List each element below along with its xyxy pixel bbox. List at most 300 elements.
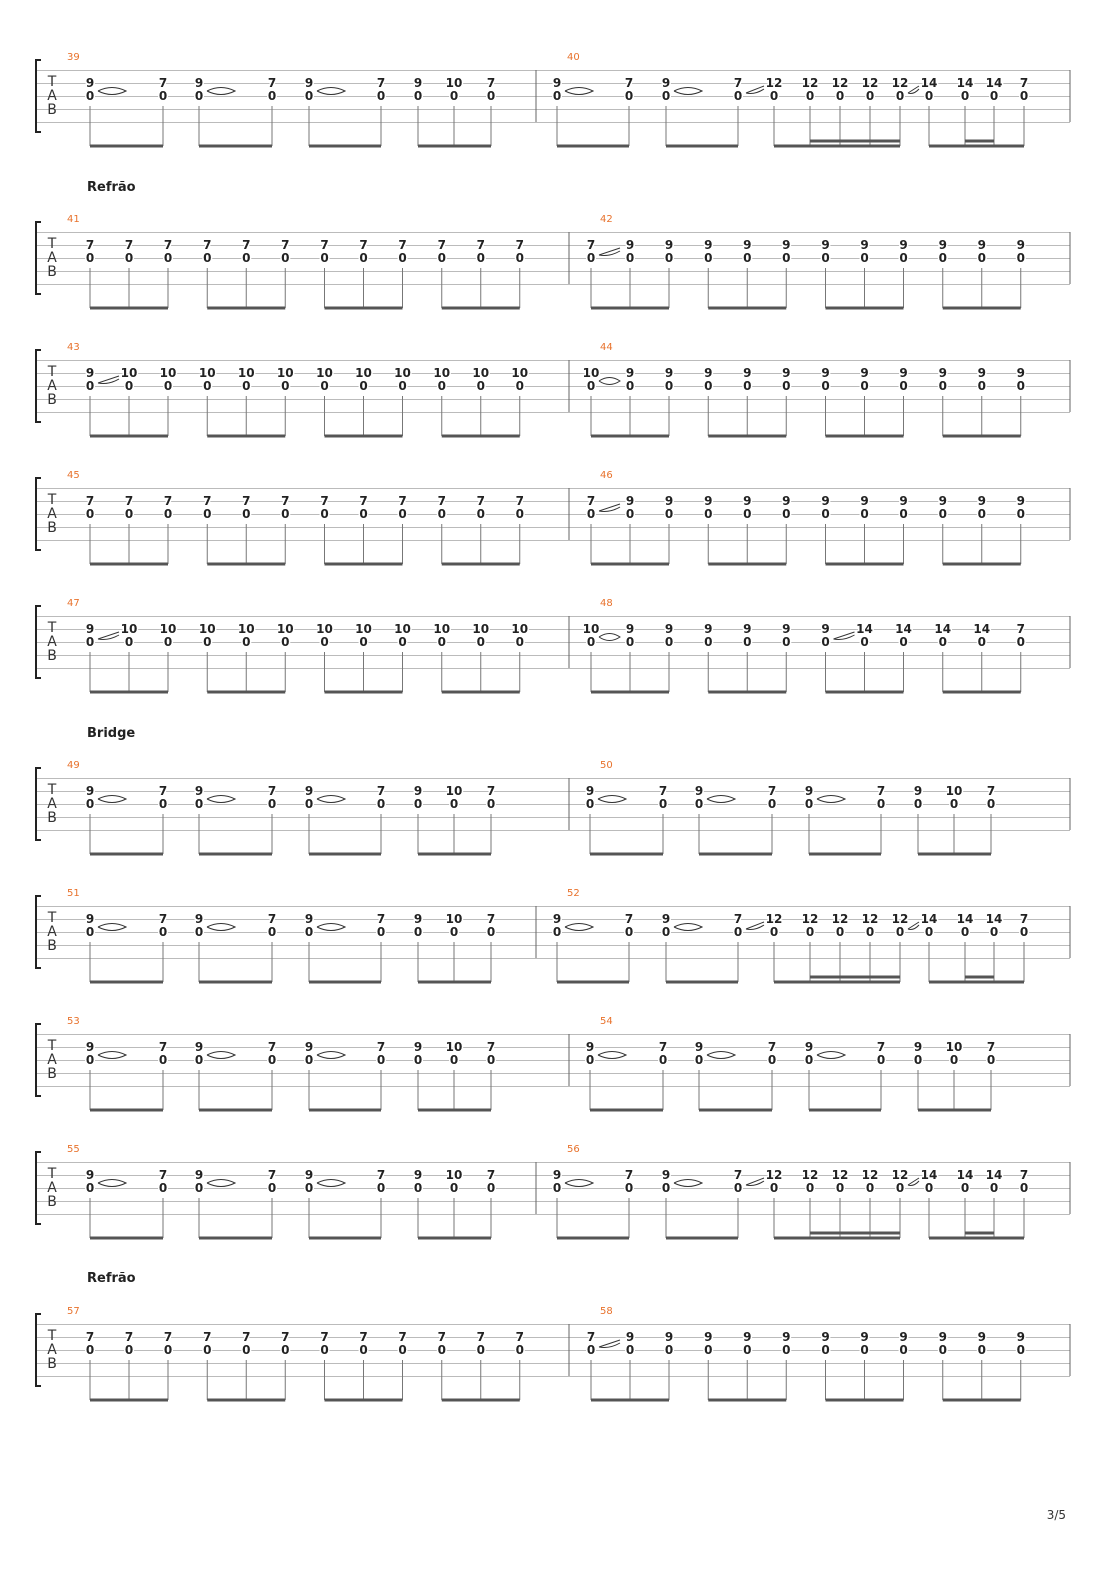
fret-number: 0 [476,507,485,521]
fret-number: 0 [924,1181,934,1195]
fret-number: 0 [924,925,934,939]
fret-number: 0 [163,1343,173,1357]
fret-number: 7 [124,494,134,508]
fret-number: 7 [476,238,485,252]
fret-number: 7 [267,1040,277,1054]
fret-number: 0 [281,1343,290,1357]
fret-number: 9 [694,784,704,798]
fret-number: 10 [472,366,490,380]
fret-number: 9 [85,76,95,90]
fret-number: 7 [486,1168,496,1182]
fret-number: 7 [733,912,743,926]
fret-number: 0 [733,89,743,103]
fret-number: 0 [804,797,814,811]
fret-number: 0 [769,1181,779,1195]
fret-number: 0 [85,379,95,393]
slide-mark [674,1180,702,1187]
page-number: 3/5 [1046,1508,1066,1522]
slide-mark [207,1180,235,1187]
fret-number: 0 [733,925,743,939]
fret-number: 0 [1016,635,1025,649]
fret-number: 0 [85,635,95,649]
fret-number: 7 [376,1168,386,1182]
tab-clef-letter: A [47,506,57,522]
fret-number: 14 [920,76,938,90]
fret-number: 0 [242,507,251,521]
fret-number: 0 [895,925,905,939]
fret-number: 9 [694,1040,704,1054]
fret-number: 0 [449,925,459,939]
slide-mark [98,376,119,384]
fret-number: 14 [895,622,912,636]
fret-number: 0 [398,251,407,265]
fret-number: 0 [586,635,596,649]
fret-number: 7 [267,1168,277,1182]
slide-mark [317,88,345,95]
tab-system [36,606,1070,692]
fret-number: 7 [624,912,634,926]
fret-number: 0 [743,1343,752,1357]
fret-number: 10 [445,1168,463,1182]
fret-number: 7 [320,238,329,252]
fret-number: 9 [913,784,923,798]
fret-number: 0 [704,1343,713,1357]
fret-number: 9 [782,622,791,636]
fret-number: 9 [938,238,947,252]
fret-number: 9 [304,1168,314,1182]
fret-number: 0 [664,379,674,393]
fret-number: 0 [805,89,815,103]
fret-number: 0 [203,507,212,521]
fret-number: 9 [821,494,830,508]
fret-number: 0 [899,251,908,265]
fret-number: 0 [782,251,791,265]
fret-number: 7 [767,1040,777,1054]
fret-number: 0 [203,1343,212,1357]
fret-number: 0 [661,925,671,939]
fret-number: 9 [552,912,562,926]
fret-number: 7 [658,1040,668,1054]
fret-number: 9 [782,238,791,252]
fret-number: 0 [658,797,668,811]
section-label: Bridge [87,726,136,741]
fret-number: 0 [743,507,752,521]
fret-number: 0 [194,89,204,103]
measure-number: 57 [67,1306,80,1317]
fret-number: 7 [986,784,996,798]
fret-number: 0 [913,1053,923,1067]
fret-number: 0 [552,925,562,939]
fret-number: 0 [85,797,95,811]
fret-number: 7 [1019,912,1029,926]
fret-number: 7 [281,494,290,508]
fret-number: 0 [743,251,752,265]
measure-number: 54 [600,1016,613,1027]
fret-number: 0 [821,1343,830,1357]
fret-number: 9 [821,622,830,636]
fret-number: 0 [989,89,999,103]
tab-clef-letter: B [47,1194,57,1210]
slide-mark [98,88,126,95]
section-label: Refrão [87,180,136,195]
measure-number: 58 [600,1306,613,1317]
fret-number: 7 [586,494,596,508]
fret-number: 7 [85,1330,95,1344]
fret-number: 0 [376,797,386,811]
fret-number: 12 [861,912,879,926]
slide-mark [207,1052,235,1059]
fret-number: 0 [552,89,562,103]
slide-mark [565,1180,593,1187]
fret-number: 0 [694,797,704,811]
fret-number: 9 [782,494,791,508]
fret-number: 9 [704,494,713,508]
fret-number: 7 [158,1168,168,1182]
fret-number: 7 [320,494,329,508]
fret-number: 9 [625,1330,635,1344]
fret-number: 9 [743,494,752,508]
fret-number: 0 [895,89,905,103]
fret-number: 10 [433,366,451,380]
fret-number: 10 [237,366,255,380]
fret-number: 9 [977,366,986,380]
fret-number: 0 [805,1181,815,1195]
slide-mark [599,378,620,385]
fret-number: 0 [704,251,713,265]
fret-number: 14 [985,1168,1003,1182]
fret-number: 0 [376,89,386,103]
fret-number: 0 [124,251,134,265]
tab-system [36,478,1070,564]
fret-number: 9 [194,784,204,798]
fret-number: 0 [158,925,168,939]
fret-number: 0 [242,635,251,649]
measure-number: 56 [567,1144,580,1155]
fret-number: 9 [413,784,423,798]
fret-number: 0 [989,1181,999,1195]
fret-number: 10 [120,366,138,380]
fret-number: 0 [624,89,634,103]
fret-number: 10 [945,784,963,798]
fret-number: 7 [515,494,524,508]
fret-number: 0 [413,1181,423,1195]
fret-number: 0 [449,89,459,103]
fret-number: 9 [85,366,95,380]
fret-number: 0 [158,1053,168,1067]
fret-number: 7 [320,1330,329,1344]
fret-number: 0 [1019,1181,1029,1195]
fret-number: 0 [805,925,815,939]
fret-number: 10 [582,622,600,636]
fret-number: 7 [203,494,212,508]
fret-number: 0 [865,89,875,103]
fret-number: 7 [733,76,743,90]
tab-clef-letter: T [47,1166,57,1182]
fret-number: 7 [658,784,668,798]
fret-number: 7 [486,1040,496,1054]
fret-number: 10 [159,366,177,380]
tab-clef-letter: T [47,1328,57,1344]
measure-number: 47 [67,598,80,609]
fret-number: 7 [1019,1168,1029,1182]
fret-number: 0 [515,635,524,649]
fret-number: 0 [359,507,368,521]
fret-number: 9 [743,622,752,636]
fret-number: 0 [804,1053,814,1067]
fret-number: 10 [445,1040,463,1054]
section-label: Refrão [87,1271,136,1286]
fret-number: 9 [85,1040,95,1054]
fret-number: 0 [1019,925,1029,939]
fret-number: 9 [977,238,986,252]
measure-number: 45 [67,470,80,481]
fret-number: 0 [860,1343,869,1357]
fret-number: 9 [552,1168,562,1182]
fret-number: 10 [355,622,372,636]
fret-number: 9 [1016,494,1025,508]
fret-number: 9 [899,366,908,380]
fret-number: 0 [767,1053,777,1067]
fret-number: 10 [433,622,451,636]
fret-number: 9 [860,494,869,508]
tab-clef-letter: A [47,88,57,104]
fret-number: 12 [861,1168,879,1182]
tab-clef-letter: A [47,1342,57,1358]
fret-number: 7 [124,238,134,252]
fret-number: 9 [664,366,674,380]
slide-mark [599,504,620,512]
fret-number: 12 [891,1168,909,1182]
slide-mark [207,924,235,931]
fret-number: 9 [413,1040,423,1054]
fret-number: 7 [158,912,168,926]
fret-number: 9 [85,622,95,636]
fret-number: 0 [163,635,173,649]
fret-number: 14 [956,1168,974,1182]
fret-number: 9 [743,1330,752,1344]
fret-number: 7 [476,1330,485,1344]
tab-system [36,1314,1070,1400]
fret-number: 9 [413,1168,423,1182]
measure-number: 51 [67,888,80,899]
fret-number: 12 [831,76,849,90]
slide-mark [98,1180,126,1187]
fret-number: 7 [163,238,173,252]
fret-number: 9 [804,1040,814,1054]
tab-clef-letter: B [47,520,57,536]
fret-number: 0 [664,635,674,649]
fret-number: 9 [1016,366,1025,380]
tab-clef-letter: A [47,924,57,940]
fret-number: 0 [658,1053,668,1067]
slide-mark [707,1052,735,1059]
slide-mark [834,632,855,640]
tab-clef-letter: B [47,810,57,826]
fret-number: 0 [85,1343,95,1357]
fret-number: 7 [515,1330,524,1344]
fret-number: 7 [398,494,407,508]
fret-number: 0 [835,89,845,103]
fret-number: 7 [281,1330,290,1344]
fret-number: 0 [860,379,869,393]
fret-number: 0 [437,635,446,649]
fret-number: 9 [585,1040,595,1054]
tab-clef-letter: B [47,648,57,664]
fret-number: 10 [316,366,333,380]
fret-number: 0 [1016,507,1025,521]
fret-number: 7 [437,238,446,252]
fret-number: 0 [398,379,407,393]
measure-number: 55 [67,1144,80,1155]
fret-number: 0 [769,925,779,939]
fret-number: 14 [956,912,974,926]
tab-clef-letter: T [47,782,57,798]
fret-number: 9 [552,76,562,90]
tab-clef-letter: T [47,910,57,926]
slide-mark [746,1178,764,1186]
fret-number: 0 [194,797,204,811]
fret-number: 0 [1016,1343,1025,1357]
tab-system [36,896,1070,982]
fret-number: 9 [85,912,95,926]
tab-system [36,350,1070,436]
fret-number: 7 [398,238,407,252]
fret-number: 0 [664,507,674,521]
fret-number: 0 [821,379,830,393]
fret-number: 0 [267,925,277,939]
fret-number: 9 [194,1040,204,1054]
fret-number: 0 [865,925,875,939]
fret-number: 7 [586,238,596,252]
fret-number: 0 [124,507,134,521]
fret-number: 0 [977,507,986,521]
tab-clef-letter: B [47,1356,57,1372]
fret-number: 0 [977,251,986,265]
fret-number: 0 [281,635,290,649]
fret-number: 9 [625,238,635,252]
measure-number: 46 [600,470,613,481]
fret-number: 0 [376,1053,386,1067]
fret-number: 0 [821,251,830,265]
fret-number: 9 [661,1168,671,1182]
fret-number: 0 [552,1181,562,1195]
slide-mark [746,922,764,930]
fret-number: 0 [203,379,212,393]
fret-number: 0 [85,1181,95,1195]
fret-number: 10 [472,622,490,636]
tab-clef-letter: T [47,364,57,380]
fret-number: 0 [413,1053,423,1067]
tab-clef-letter: B [47,264,57,280]
fret-number: 0 [625,379,635,393]
fret-number: 0 [986,797,996,811]
slide-mark [599,1340,620,1348]
fret-number: 7 [437,494,446,508]
fret-number: 0 [977,379,986,393]
fret-number: 0 [938,1343,947,1357]
fret-number: 0 [661,1181,671,1195]
fret-number: 14 [920,912,938,926]
fret-number: 0 [242,1343,251,1357]
fret-number: 9 [304,912,314,926]
fret-number: 0 [304,1053,314,1067]
measure-number: 43 [67,342,80,353]
slide-mark [599,634,620,641]
fret-number: 7 [876,784,886,798]
fret-number: 9 [304,76,314,90]
fret-number: 0 [949,1053,959,1067]
fret-number: 0 [876,1053,886,1067]
fret-number: 7 [486,912,496,926]
fret-number: 0 [267,89,277,103]
fret-number: 0 [163,507,173,521]
fret-number: 7 [398,1330,407,1344]
fret-number: 0 [895,1181,905,1195]
fret-number: 0 [267,1053,277,1067]
fret-number: 0 [625,507,635,521]
fret-number: 0 [449,1053,459,1067]
slide-mark [599,248,620,256]
fret-number: 10 [945,1040,963,1054]
fret-number: 7 [359,494,368,508]
fret-number: 0 [624,925,634,939]
fret-number: 0 [413,925,423,939]
fret-number: 0 [1016,379,1025,393]
fret-number: 0 [281,507,290,521]
fret-number: 9 [704,1330,713,1344]
slide-mark [98,1052,126,1059]
fret-number: 0 [85,507,95,521]
fret-number: 0 [913,797,923,811]
fret-number: 10 [159,622,177,636]
fret-number: 12 [765,1168,783,1182]
slide-mark [908,86,919,94]
fret-number: 0 [124,379,134,393]
fret-number: 0 [359,635,368,649]
fret-number: 0 [899,379,908,393]
fret-number: 0 [960,89,970,103]
fret-number: 0 [733,1181,743,1195]
slide-mark [817,1052,845,1059]
fret-number: 0 [449,797,459,811]
fret-number: 0 [938,507,947,521]
slide-mark [317,1052,345,1059]
fret-number: 12 [891,76,909,90]
fret-number: 9 [804,784,814,798]
fret-number: 0 [960,925,970,939]
fret-number: 9 [194,912,204,926]
fret-number: 0 [661,89,671,103]
fret-number: 7 [376,1040,386,1054]
fret-number: 0 [476,379,485,393]
fret-number: 14 [934,622,952,636]
measure-number: 40 [567,52,580,63]
fret-number: 9 [899,238,908,252]
fret-number: 12 [801,1168,819,1182]
fret-number: 9 [625,622,635,636]
fret-number: 0 [304,797,314,811]
fret-number: 9 [821,238,830,252]
fret-number: 0 [320,507,329,521]
fret-number: 0 [281,379,290,393]
measure-number: 42 [600,214,613,225]
fret-number: 0 [158,1181,168,1195]
fret-number: 0 [585,797,595,811]
fret-number: 0 [743,635,752,649]
slide-mark [746,86,764,94]
fret-number: 0 [515,379,524,393]
fret-number: 14 [985,76,1003,90]
